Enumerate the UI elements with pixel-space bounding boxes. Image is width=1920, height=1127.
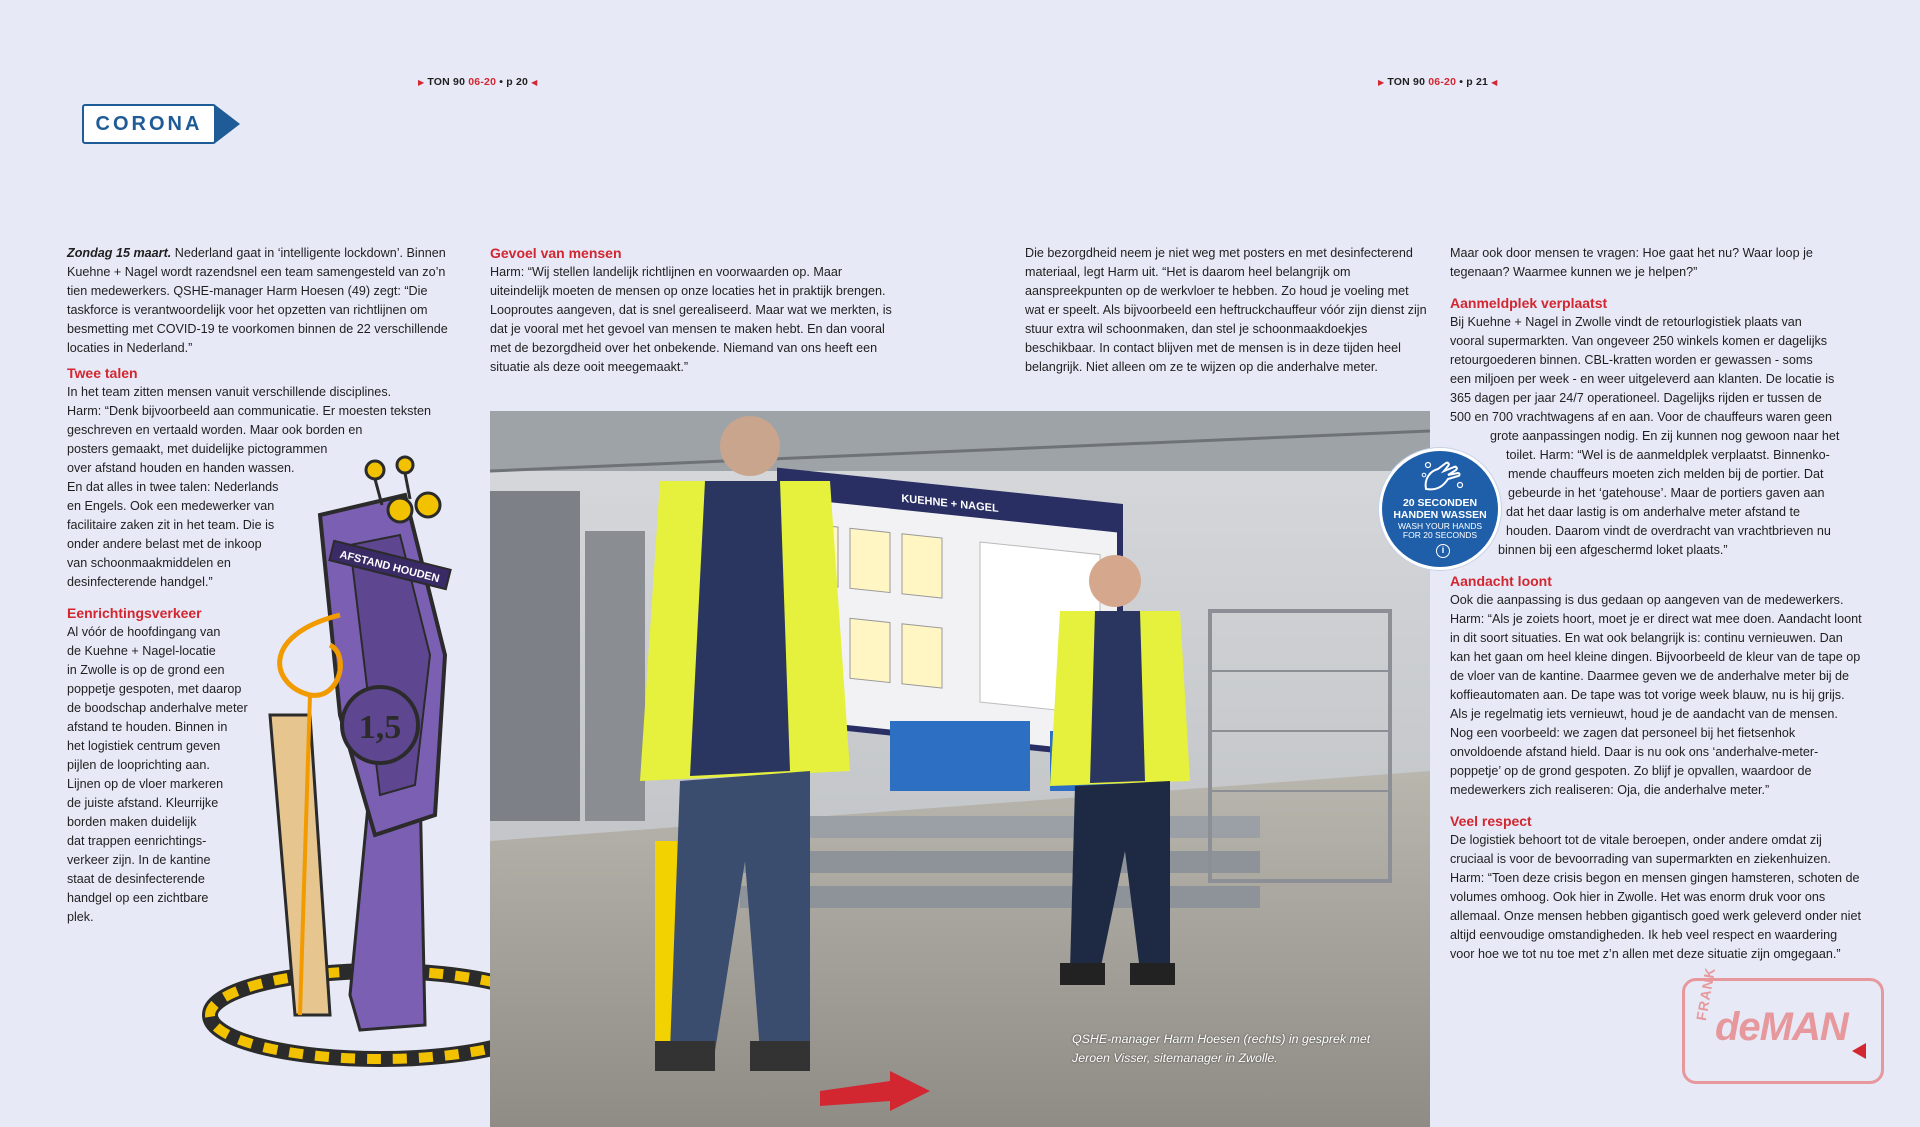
heading-respect: Veel respect (1450, 813, 1532, 829)
heading-eenrichtingsverkeer: Eenrichtingsverkeer (67, 605, 202, 621)
photo-caption: QSHE-manager Harm Hoesen (rechts) in gesprek met Jeroen Visser, sitemanager in Zwolle. (1072, 1032, 1371, 1065)
arrow-right-icon (214, 104, 240, 144)
badge-title-line-2: HANDEN WASSEN (1393, 509, 1487, 521)
heading-aandacht: Aandacht loont (1450, 573, 1552, 589)
heading-twee-talen: Twee talen (67, 365, 138, 381)
paragraph-gevoel: Harm: “Wij stellen landelijk richtlijnen en voorwaarden op. Maar uiteindelijk moeten de mensen op onze locaties het in praktijk brengen. Looproutes aangeven, dat is snel gerealiseerd. Maar wat we merkten, is dat je vooral met het gevoel van mensen te maken hebt. En dan vooral met de bezorgdheid over het onbekende. Niemand van ons heeft een situatie als deze ooit meegemaakt.” (490, 265, 892, 374)
paragraph-bezorgdheid: Die bezorgdheid neem je niet weg met posters en met desinfecterend materiaal, legt Harm uit. “Het is daarom heel belangrijk om aanspreekpunten op de werkvloer te hebben. Zo houd je voeling met wat er speelt. Als bijvoorbeeld een heftruckchauffeur vóór zijn dienst zijn stuur extra wil schoonmaken, dan stel je schoonmaakdoekjes beschikbaar. In contact blijven met de mensen is in deze tijden heel belangrijk. Niet alleen om ze te wijzen op die anderhalve meter. (1025, 246, 1427, 374)
info-icon: i (1436, 544, 1450, 558)
heading-gevoel: Gevoel van mensen (490, 245, 622, 261)
triangle-left-icon: ◀ (531, 78, 538, 87)
paragraph-aandacht: Ook die aanpassing is dus gedaan op aangeven van de medewerkers. Harm: “Als je zoiets hoort, moet je er direct wat mee doen. Aandacht loont in dit soort situaties. En wat ook belangrijk is: continu vernieuwen. Dan kan het gaan om heel kleine dingen. Bijvoorbeeld de kleur van de tape op de vloer van de kantine. Daarmee geven we de anderhalve meter bij de koffieautomaten aan. De tape was tot vorige week blauw, nu is hij grijs. Als je regelmatig iets vernieuwt, houd je de aandacht van de mensen. Nog een voorbeeld: we zagen dat personeel bij het fietsenhok onvoldoende afstand hield. Daar is nu ook ons ‘anderhalve-meter-poppetje’ op de grond gespoten. Zo blijf je opvallen, waardoor de medewerkers zich realiseren: Oja, die anderhalve meter.” (1450, 593, 1862, 797)
triangle-right-icon: ▶ (418, 78, 425, 87)
mascot-number: 1,5 (358, 709, 402, 746)
paragraph-twee-talen: In het team zitten mensen vanuit verschillende disciplines. Harm: “Denk bijvoorbeeld aan communicatie. Er moesten teksten geschreven en vertaald worden. Maar ook borden en posters gemaakt, met duidelijke pictogrammen over afstand houden en handen wassen. En dat alles in twee talen: Nederlands en Engels. Ook een medewerker van facilitaire zaken zit in het team. Die is onder andere belast met de inkoop van schoonmaakmiddelen en desinfecterende handgel.” (67, 385, 431, 589)
watermark-stamp: FRANK deMAN (1682, 978, 1884, 1084)
paragraph-respect: De logistiek behoort tot de vitale beroepen, onder andere omdat zij cruciaal is voor de bevoorrading van supermarkten en ziekenhuizen. Harm: “Toen deze crisis begon en mensen gingen hamsteren, schoten de volumes omhoog. Ook hier in Zwolle. Het was enorm druk voor ons allemaal. Onze mensen hebben gigantisch goed werk geleverd onder niet altijd eenvoudige omstandigheden. Ik heb veel respect en waardering voor hoe we tot nu toe met z’n allen met deze situatie zijn omgegaan.” (1450, 833, 1861, 961)
heading-aanmeldplek: Aanmeldplek verplaatst (1450, 295, 1608, 311)
article-end-icon (1852, 1043, 1866, 1059)
warehouse-photo (490, 411, 1430, 1127)
hand-wash-badge (1379, 448, 1501, 570)
paragraph-eenrichtingsverkeer: Al vóór de hoofdingang van de Kuehne + Nagel-locatie in Zwolle is op de grond een poppetje gespoten, met daarop de boodschap anderhalve meter afstand te houden. Binnen in het logistiek centrum geven pijlen de looprichting aan. Lijnen op de vloer markeren de juiste afstand. Kleurrijke borden maken duidelijk dat trappen eenrichtings- verkeer zijn. In de kantine staat de desinfecterende handgel op een zichtbare plek. (67, 625, 248, 924)
badge-sub-line-2: FOR 20 SECONDS (1402, 530, 1478, 540)
board-brand-text: KUEHNE + NAGEL (901, 492, 999, 515)
article-column-2 (490, 244, 895, 377)
page-folio-left: ▶ TON 90 06-20 • p 20 ◀ (418, 76, 538, 88)
triangle-right-icon: ▶ (1378, 78, 1385, 87)
hands-washing-icon (1420, 459, 1466, 495)
warehouse-scene (490, 411, 1430, 1127)
article-column-4 (1450, 244, 1862, 964)
section-tag (82, 104, 238, 144)
badge-title-line-1: 20 SECONDEN (1402, 497, 1478, 509)
section-tag-label: CORONA (82, 104, 216, 144)
article-column-3 (1025, 244, 1430, 377)
mascot-sign-text: AFSTAND HOUDEN (338, 548, 441, 586)
page-folio-right: ▶ TON 90 06-20 • p 21 ◀ (1378, 76, 1498, 88)
intro-paragraph: Zondag 15 maart. Nederland gaat in ‘intelligente lockdown’. Binnen Kuehne + Nagel wordt razendsnel een team samengesteld van zo’n tien medewerkers. QSHE-manager Harm Hoesen (49) zegt: “Die taskforce is verantwoordelijk voor het opzetten van richtlijnen om besmetting met COVID-19 te voorkomen binnen de 22 verschillende locaties in Nederland.” (67, 246, 448, 355)
badge-sub-line-1: WASH YOUR HANDS (1397, 521, 1483, 531)
triangle-left-icon: ◀ (1491, 78, 1498, 87)
paragraph-aanmeldplek: Bij Kuehne + Nagel in Zwolle vindt de retourlogistiek plaats van vooral supermarkten. Van ongeveer 250 winkels komen er dagelijks retourgoederen binnen. CBL-kratten worden er gewassen - soms een miljoen per week - en weer uitgeleverd aan klanten. De locatie is 365 dagen per jaar 24/7 operationeel. Dagelijks rijden er tussen de 500 en 700 vrachtwagens af en aan. Voor de chauffeurs waren geen grote aanpassingen nodig. En zij kunnen nog gewoon naar het toilet. Harm: “Wel is de aanmeldplek verplaatst. Binnenko- mende chauffeurs moeten zich melden bij de portier. Dat gebeurde in het ‘gatehouse’. Maar de portiers gaven aan dat het daar lastig is om anderhalve meter afstand te houden. Daarom vindt de overdracht van vrachtbrieven nu binnen bij een afgeschermd loket plaats.” (1450, 315, 1840, 557)
paragraph-intro: Maar ook door mensen te vragen: Hoe gaat het nu? Waar loop je tegenaan? Waarmee kunnen we je helpen?” (1450, 246, 1813, 279)
